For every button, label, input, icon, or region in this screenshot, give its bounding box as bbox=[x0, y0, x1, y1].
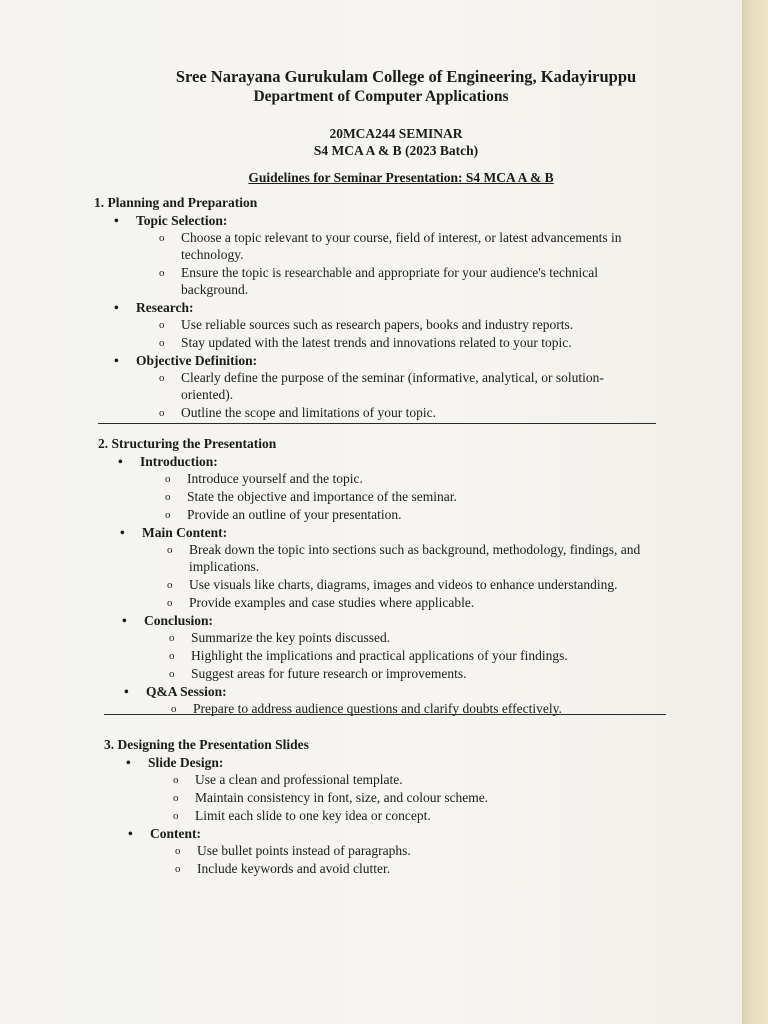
list-item: o Choose a topic relevant to your course, field of interest, or latest advancements in technology. bbox=[159, 230, 622, 262]
list-item: o Provide examples and case studies where applicable. bbox=[167, 595, 475, 610]
item-slide-design bbox=[126, 754, 664, 824]
item-introduction bbox=[118, 453, 658, 523]
list-item: o Highlight the implications and practical applications of your findings. bbox=[169, 648, 568, 663]
page-edge-background bbox=[742, 0, 768, 1024]
hollow-bullet-icon: o bbox=[175, 863, 181, 875]
list-item: o Suggest areas for future research or improvements. bbox=[169, 666, 467, 681]
section-divider bbox=[104, 714, 666, 715]
item-title: • Slide Design: bbox=[126, 754, 664, 771]
list-item: o Stay updated with the latest trends and innovations related to your topic. bbox=[159, 335, 572, 350]
item-main-content bbox=[120, 524, 658, 611]
item-content bbox=[128, 825, 664, 877]
list-item: o Limit each slide to one key idea or concept. bbox=[173, 808, 431, 823]
hollow-bullet-icon: o bbox=[171, 703, 177, 715]
hollow-bullet-icon: o bbox=[173, 774, 179, 786]
hollow-bullet-icon: o bbox=[167, 597, 173, 609]
hollow-bullet-icon: o bbox=[159, 337, 165, 349]
list-item: o Use reliable sources such as research papers, books and industry reports. bbox=[159, 317, 574, 332]
hollow-bullet-icon: o bbox=[167, 544, 173, 556]
section-title: 2. Structuring the Presentation bbox=[98, 436, 277, 451]
hollow-bullet-icon: o bbox=[175, 845, 181, 857]
section-divider bbox=[98, 423, 656, 424]
list-item: o Include keywords and avoid clutter. bbox=[175, 861, 391, 876]
college-name: Sree Narayana Gurukulam College of Engineering, Kadayiruppu bbox=[175, 67, 637, 86]
item-title: • Q&A Session: bbox=[124, 683, 658, 700]
item-conclusion bbox=[122, 612, 658, 682]
department-name: Department of Computer Applications bbox=[253, 88, 509, 105]
list-item: o Prepare to address audience questions and clarify doubts effectively. bbox=[171, 701, 562, 716]
item-title: • Introduction: bbox=[118, 453, 658, 470]
section-title: 1. Planning and Preparation bbox=[94, 195, 258, 210]
hollow-bullet-icon: o bbox=[159, 407, 165, 419]
document-body bbox=[0, 66, 742, 878]
list-item: o Provide an outline of your presentation. bbox=[165, 507, 402, 522]
list-item: o Use visuals like charts, diagrams, images and videos to enhance understanding. bbox=[167, 577, 618, 592]
item-topic-selection bbox=[114, 212, 654, 298]
hollow-bullet-icon: o bbox=[159, 372, 165, 384]
hollow-bullet-icon: o bbox=[173, 810, 179, 822]
hollow-bullet-icon: o bbox=[159, 232, 165, 244]
item-objective-definition bbox=[114, 352, 654, 421]
item-title: • Topic Selection: bbox=[114, 212, 654, 229]
item-title: • Main Content: bbox=[120, 524, 658, 541]
guidelines-title: Guidelines for Seminar Presentation: S4 MCA A & B bbox=[248, 170, 554, 185]
list-item: o Summarize the key points discussed. bbox=[169, 630, 391, 645]
list-item: o Maintain consistency in font, size, and colour scheme. bbox=[173, 790, 489, 805]
hollow-bullet-icon: o bbox=[165, 473, 171, 485]
hollow-bullet-icon: o bbox=[169, 632, 175, 644]
section-structuring bbox=[98, 435, 658, 717]
hollow-bullet-icon: o bbox=[169, 668, 175, 680]
list-item: o Break down the topic into sections such as background, methodology, findings, and implications. bbox=[167, 542, 641, 574]
item-title: • Content: bbox=[128, 825, 664, 842]
hollow-bullet-icon: o bbox=[159, 267, 165, 279]
batch-label: S4 MCA A & B (2023 Batch) bbox=[313, 143, 479, 158]
item-qa-session bbox=[124, 683, 658, 717]
item-title: • Research: bbox=[114, 299, 654, 316]
hollow-bullet-icon: o bbox=[165, 509, 171, 521]
section-planning bbox=[94, 194, 654, 421]
section-title: 3. Designing the Presentation Slides bbox=[104, 737, 309, 752]
hollow-bullet-icon: o bbox=[173, 792, 179, 804]
section-slides bbox=[104, 736, 664, 877]
hollow-bullet-icon: o bbox=[167, 579, 173, 591]
item-research bbox=[114, 299, 654, 351]
list-item: o Clearly define the purpose of the seminar (informative, analytical, or solution-oriented). bbox=[159, 370, 604, 402]
hollow-bullet-icon: o bbox=[169, 650, 175, 662]
item-title: • Conclusion: bbox=[122, 612, 658, 629]
list-item: o Ensure the topic is researchable and appropriate for your audience's technical background. bbox=[159, 265, 598, 297]
item-title: • Objective Definition: bbox=[114, 352, 654, 369]
document-header bbox=[0, 66, 742, 186]
list-item: o Introduce yourself and the topic. bbox=[165, 471, 363, 486]
hollow-bullet-icon: o bbox=[165, 491, 171, 503]
course-code: 20MCA244 SEMINAR bbox=[329, 126, 463, 141]
list-item: o Use bullet points instead of paragraphs. bbox=[175, 843, 411, 858]
list-item: o State the objective and importance of the seminar. bbox=[165, 489, 457, 504]
list-item: o Use a clean and professional template. bbox=[173, 772, 403, 787]
hollow-bullet-icon: o bbox=[159, 319, 165, 331]
list-item: o Outline the scope and limitations of your topic. bbox=[159, 405, 436, 420]
